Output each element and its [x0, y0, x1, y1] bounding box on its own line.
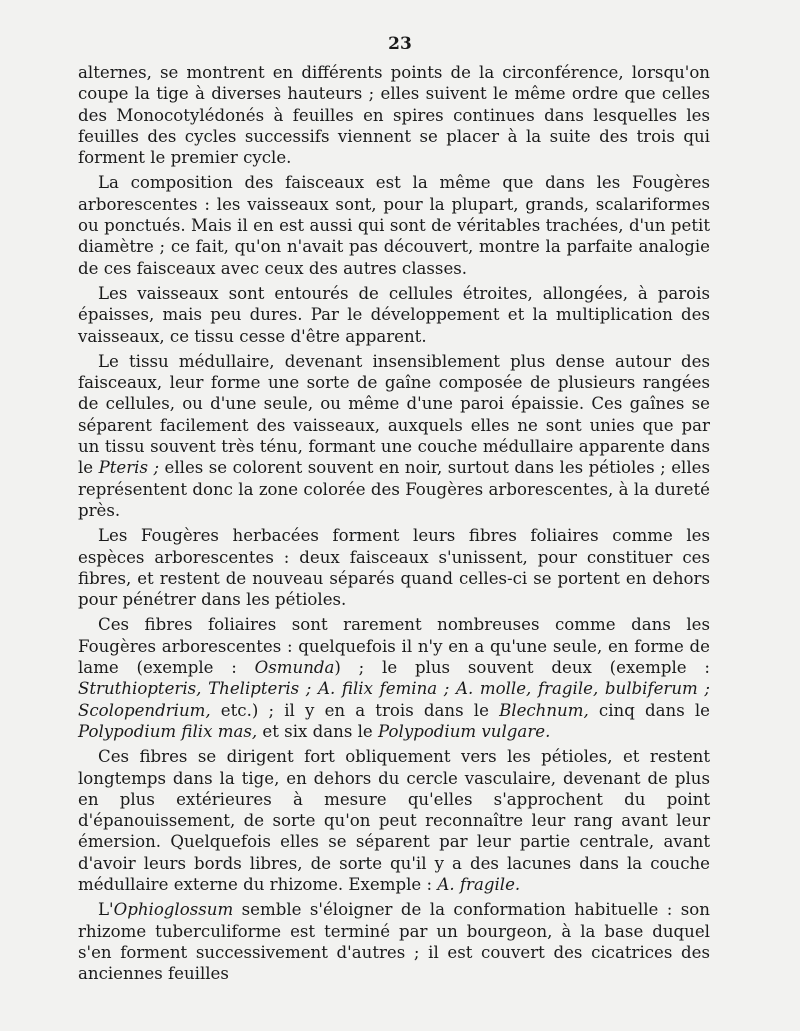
italic-text: Polypodium vulgare.: [378, 721, 551, 741]
italic-text: Osmunda: [254, 658, 335, 678]
text-run: ) ; le plus souvent deux (exemple :: [334, 658, 710, 678]
paragraph: [78, 283, 710, 347]
text-run: Le tissu médullaire, devenant insensiblement plus dense autour des faisceaux, leur forme une sorte de gaîne composée de plusieurs rangées de cellules, ou d'une seule, ou même d'une paroi épaissie. Ces gaînes se séparent facilement des vaisseaux, auxquels elles ne sont unies que par un tissu souvent très ténu, formant une couche médullaire apparente dans le: [78, 351, 710, 478]
text-run: elles se colorent souvent en noir, surtout dans les pétioles ; elles représentent donc la zone colorée des Fougères arborescentes, à la dureté près.: [78, 458, 710, 520]
text-run: et six dans le: [257, 721, 379, 741]
italic-text: Blechnum,: [499, 700, 589, 720]
text-run: alternes, se montrent en différents points de la circonférence, lorsqu'on coupe la tige à diverses hauteurs ; elles suivent le même ordre que celles des Monocotylédonés à feuilles en spires continues dans lesquelles les feuilles des cycles successifs viennent se placer à la suite des trois qui forment le premier cycle.: [78, 63, 710, 168]
italic-text: Polypodium filix mas,: [78, 721, 258, 741]
text-run: Ces fibres se dirigent fort obliquement vers les pétioles, et restent longtemps dans la tige, en dehors du cercle vasculaire, devenant de plus en plus extérieures à mesure qu'elles s'approchent du point d'épanouissement, de sorte qu'on peut reconnaître leur rang avant leur émersion. Quelquefois elles se séparent par leur partie centrale, avant d'avoir leurs bords libres, de sorte qu'il y a des lacunes dans la couche médullaire externe du rhizome. Exemple :: [78, 747, 710, 894]
paragraph: [78, 899, 710, 984]
paragraph: [78, 351, 710, 521]
paragraph: [78, 746, 710, 895]
italic-text: A. fragile.: [437, 874, 521, 894]
text-run: semble s'éloigner de la conformation habituelle : son rhizome tuberculiforme est terminé par un bourgeon, à la base duquel s'en forment successivement d'autres ; il est couvert des cicatrices des anciennes feuilles: [78, 900, 710, 984]
text-run: L': [98, 900, 114, 920]
text-run: Ces fibres foliaires sont rarement nombreuses comme dans les Fougères arborescentes : quelquefois il n'y en a qu'une seule, en forme de lame (exemple :: [78, 615, 710, 678]
text-run: cinq dans le: [588, 700, 710, 720]
text-run: etc.) ; il y en a trois dans le: [210, 700, 500, 720]
paragraph: [78, 525, 710, 610]
text-run: Les Fougères herbacées forment leurs fibres foliaires comme les espèces arborescentes : deux faisceaux s'unissent, pour constituer ces fibres, et restent de nouveau séparés quand celles-ci se portent en dehors pour pénétrer dans les pétioles.: [78, 526, 710, 610]
paragraph: [78, 62, 710, 168]
text-run: La composition des faisceaux est la même que dans les Fougères arborescentes : les vaisseaux sont, pour la plupart, grands, scalariformes ou ponctués. Mais il en est aussi qui sont de véritables trachées, d'un petit diamètre ; ce fait, qu'on n'avait pas découvert, montre la parfaite analogie de ces faisceaux avec ceux des autres classes.: [78, 173, 710, 278]
paragraph: [78, 172, 710, 278]
text-run: Les vaisseaux sont entourés de cellules étroites, allongées, à parois épaisses, mais peu dures. Par le développement et la multiplication des vaisseaux, ce tissu cesse d'être apparent.: [78, 283, 710, 346]
italic-text: Ophioglossum: [113, 900, 234, 920]
page-number: 23: [388, 34, 412, 54]
italic-text: Struthiopteris, Thelipteris ; A. filix femina ; A. molle, fragile, bulbiferum ; Scolopendrium,: [78, 679, 710, 720]
italic-text: Pteris ;: [98, 458, 160, 478]
paragraph: [78, 614, 710, 742]
body-text: [78, 62, 710, 988]
